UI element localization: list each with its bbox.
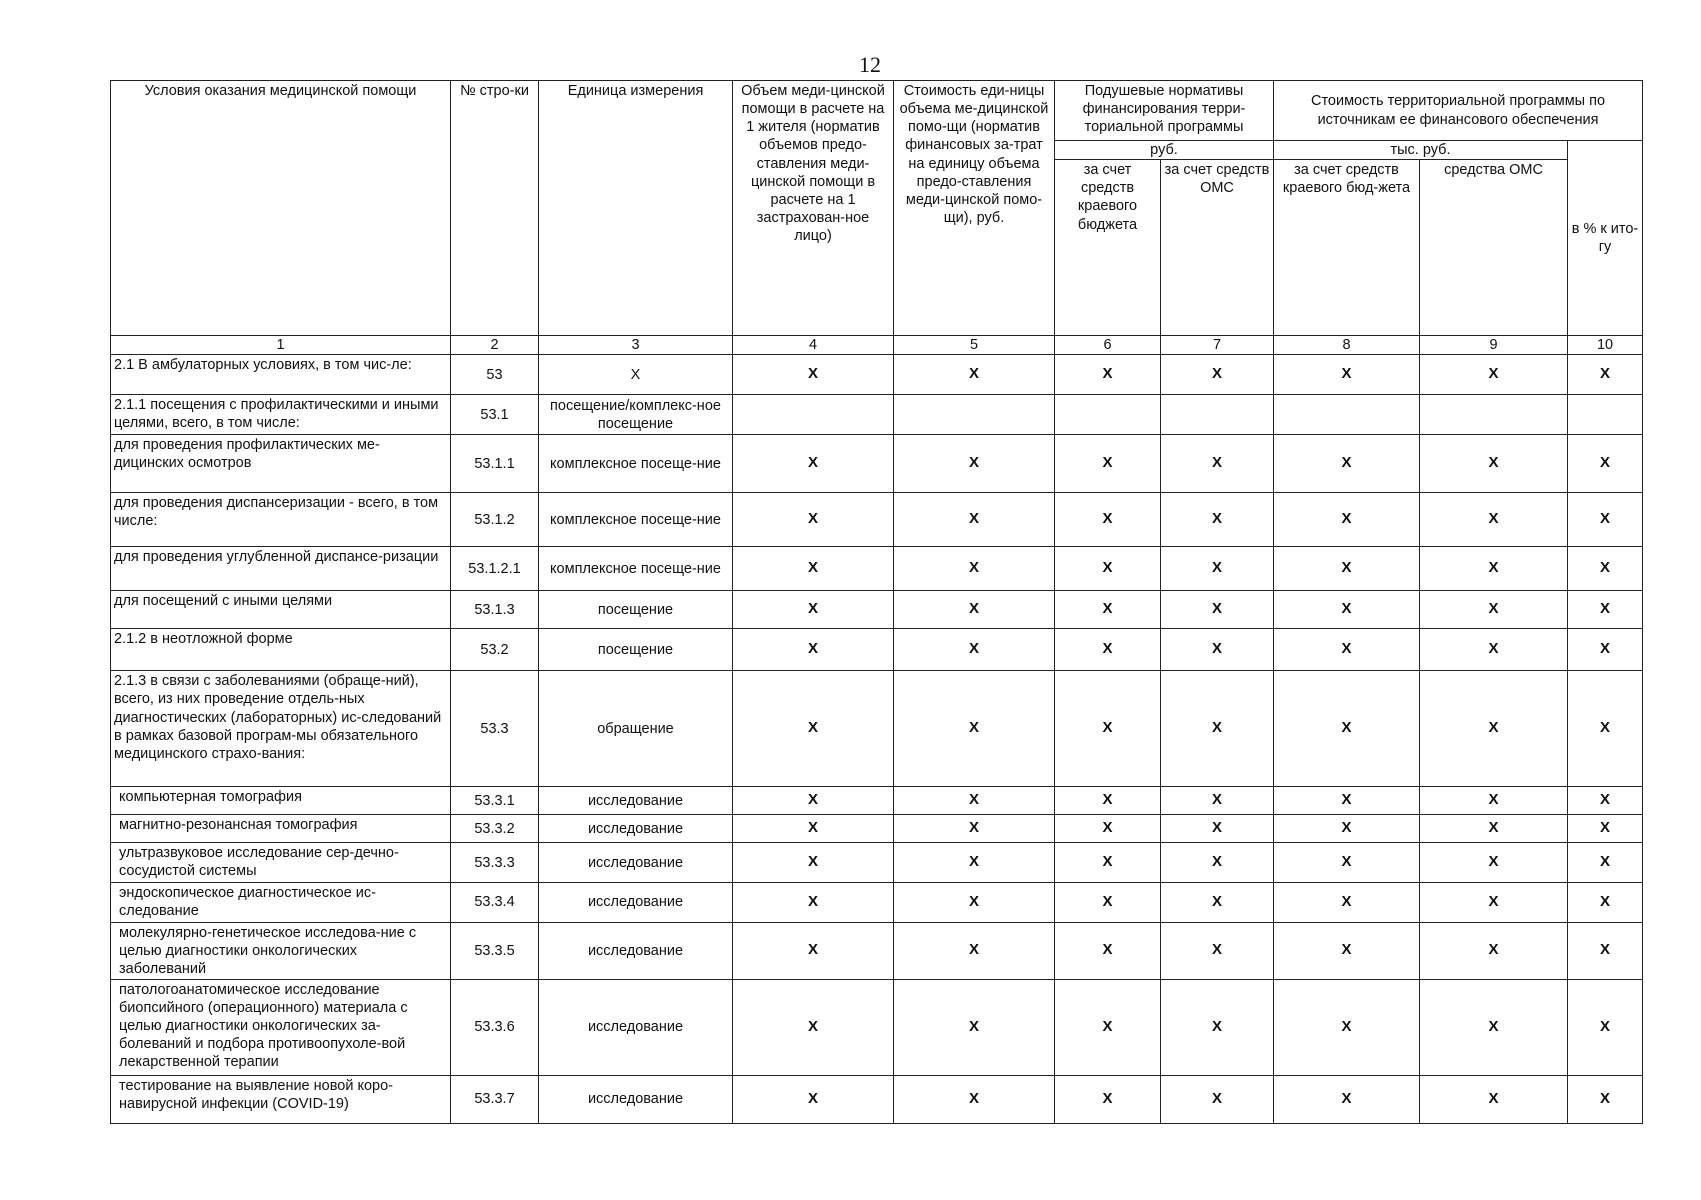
row-label: патологоанатомическое исследование биопсийного (операционного) материала с целью диагностики онкологических за-болеваний и подбора противоопухоле-вой лекарственной терапии [111,979,451,1075]
row-unit: комплексное посеще-ние [539,547,733,591]
row-value-v7: Х [1161,591,1274,629]
row-value-v6: Х [1055,547,1161,591]
row-value-v9: Х [1420,671,1568,787]
row-value-v10: Х [1568,922,1643,979]
row-value-v4 [733,395,894,435]
row-label: 2.1.2 в неотложной форме [111,629,451,671]
row-label: для посещений с иными целями [111,591,451,629]
row-number: 53.3.2 [451,815,539,843]
row-value-v6: Х [1055,629,1161,671]
row-unit: посещение [539,591,733,629]
header-cost-group: Стоимость территориальной программы по источникам ее финансового обеспечения [1274,81,1643,141]
header-cost-unit: тыс. руб. [1274,141,1568,160]
row-unit: исследование [539,843,733,883]
row-value-v7: Х [1161,843,1274,883]
row-value-v7: Х [1161,1075,1274,1123]
row-value-v4: Х [733,815,894,843]
row-number: 53.1.1 [451,435,539,493]
row-value-v8: Х [1274,435,1420,493]
row-value-v7: Х [1161,787,1274,815]
row-number: 53.3.1 [451,787,539,815]
header-volume: Объем меди-цинской помощи в расчете на 1 жителя (норматив объемов предо-ставления меди-цинской помощи в расчете на 1 застрахован-ное лицо) [733,81,894,336]
row-value-v9: Х [1420,629,1568,671]
row-value-v8: Х [1274,355,1420,395]
column-number: 10 [1568,336,1643,355]
row-value-v7: Х [1161,922,1274,979]
row-value-v8: Х [1274,843,1420,883]
row-label: магнитно-резонансная томография [111,815,451,843]
row-value-v10: Х [1568,1075,1643,1123]
row-number: 53.1.3 [451,591,539,629]
row-value-v8: Х [1274,547,1420,591]
row-value-v9: Х [1420,815,1568,843]
row-value-v9: Х [1420,787,1568,815]
row-value-v10: Х [1568,493,1643,547]
header-per-capita-group: Подушевые нормативы финансирования терри-ториальной программы [1055,81,1274,141]
row-value-v5: Х [894,787,1055,815]
row-value-v5: Х [894,591,1055,629]
row-value-v5: Х [894,355,1055,395]
row-unit: комплексное посеще-ние [539,435,733,493]
column-number: 7 [1161,336,1274,355]
row-value-v4: Х [733,591,894,629]
row-value-v8: Х [1274,787,1420,815]
table-row [111,1075,1643,1123]
header-conditions: Условия оказания медицинской помощи [111,81,451,336]
row-value-v8: Х [1274,979,1420,1075]
row-unit: исследование [539,787,733,815]
row-value-v6: Х [1055,1075,1161,1123]
header-per-capita-unit: руб. [1055,141,1274,160]
row-value-v8: Х [1274,1075,1420,1123]
table-row [111,591,1643,629]
row-unit: исследование [539,815,733,843]
row-value-v10: Х [1568,629,1643,671]
table-row [111,355,1643,395]
row-value-v5: Х [894,1075,1055,1123]
column-number-row [111,336,1643,355]
row-value-v7 [1161,395,1274,435]
row-unit: исследование [539,883,733,922]
row-value-v4: Х [733,547,894,591]
row-value-v4: Х [733,883,894,922]
table-row [111,815,1643,843]
row-number: 53.3.5 [451,922,539,979]
row-value-v4: Х [733,493,894,547]
table-row [111,883,1643,922]
column-number: 4 [733,336,894,355]
row-value-v6: Х [1055,671,1161,787]
row-value-v6: Х [1055,787,1161,815]
row-value-v4: Х [733,355,894,395]
header-row-number: № стро-ки [451,81,539,336]
row-value-v7: Х [1161,493,1274,547]
row-number: 53.3.7 [451,1075,539,1123]
row-value-v6: Х [1055,591,1161,629]
row-value-v5: Х [894,629,1055,671]
header-cost-oms: средства ОМС [1420,160,1568,336]
row-label: для проведения углубленной диспансе-ризации [111,547,451,591]
row-value-v7: Х [1161,629,1274,671]
row-value-v4: Х [733,922,894,979]
row-number: 53.3.6 [451,979,539,1075]
row-value-v4: Х [733,629,894,671]
row-value-v5: Х [894,435,1055,493]
table-row [111,435,1643,493]
row-value-v8: Х [1274,883,1420,922]
row-value-v10: Х [1568,435,1643,493]
row-label: молекулярно-генетическое исследова-ние с целью диагностики онкологических заболеваний [111,922,451,979]
header-regional-budget: за счет средств краевого бюджета [1055,160,1161,336]
row-value-v10: Х [1568,979,1643,1075]
row-value-v8 [1274,395,1420,435]
row-value-v9: Х [1420,355,1568,395]
row-number: 53.1 [451,395,539,435]
row-unit: исследование [539,1075,733,1123]
row-value-v6 [1055,395,1161,435]
row-value-v6: Х [1055,815,1161,843]
row-value-v5: Х [894,883,1055,922]
row-value-v10 [1568,395,1643,435]
row-value-v10: Х [1568,843,1643,883]
row-unit: Х [539,355,733,395]
row-value-v9: Х [1420,435,1568,493]
row-value-v9: Х [1420,493,1568,547]
page-number: 12 [859,52,881,77]
row-unit: обращение [539,671,733,787]
row-value-v5: Х [894,493,1055,547]
row-label: ультразвуковое исследование сер-дечно-сосудистой системы [111,843,451,883]
row-value-v10: Х [1568,591,1643,629]
row-label: 2.1.3 в связи с заболеваниями (обраще-ний), всего, из них проведение отдель-ных диагностических (лабораторных) ис-следований в рамках базовой програм-мы обязательного медицинского страхо-вания: [111,671,451,787]
row-value-v10: Х [1568,815,1643,843]
row-value-v10: Х [1568,355,1643,395]
row-value-v4: Х [733,787,894,815]
row-value-v9 [1420,395,1568,435]
row-value-v5: Х [894,815,1055,843]
column-number: 3 [539,336,733,355]
row-label: для проведения профилактических ме-дицинских осмотров [111,435,451,493]
row-value-v5: Х [894,979,1055,1075]
table-row [111,671,1643,787]
row-number: 53.1.2.1 [451,547,539,591]
row-value-v6: Х [1055,883,1161,922]
row-value-v7: Х [1161,883,1274,922]
header-unit-cost: Стоимость еди-ницы объема ме-дицинской помо-щи (норматив финансовых за-трат на единицу объема предо-ставления меди-цинской помо-щи), руб. [894,81,1055,336]
row-label: для проведения диспансеризации - всего, в том числе: [111,493,451,547]
row-value-v4: Х [733,435,894,493]
row-value-v10: Х [1568,883,1643,922]
row-value-v9: Х [1420,843,1568,883]
row-value-v5: Х [894,547,1055,591]
row-value-v7: Х [1161,815,1274,843]
row-value-v6: Х [1055,979,1161,1075]
row-value-v8: Х [1274,815,1420,843]
table-row [111,843,1643,883]
row-value-v6: Х [1055,435,1161,493]
header-cost-regional-budget: за счет средств краевого бюд-жета [1274,160,1420,336]
row-label: тестирование на выявление новой коро-навирусной инфекции (COVID-19) [111,1075,451,1123]
row-value-v8: Х [1274,922,1420,979]
row-value-v10: Х [1568,787,1643,815]
row-value-v9: Х [1420,591,1568,629]
column-number: 8 [1274,336,1420,355]
row-unit: комплексное посеще-ние [539,493,733,547]
column-number: 1 [111,336,451,355]
header-unit: Единица измерения [539,81,733,336]
row-value-v8: Х [1274,591,1420,629]
table-row [111,493,1643,547]
column-number: 2 [451,336,539,355]
row-number: 53.1.2 [451,493,539,547]
row-value-v5: Х [894,671,1055,787]
row-value-v5: Х [894,843,1055,883]
row-value-v5: Х [894,922,1055,979]
header-percent: в % к ито-гу [1568,141,1643,336]
table-row [111,547,1643,591]
table-row [111,979,1643,1075]
row-value-v9: Х [1420,547,1568,591]
row-value-v4: Х [733,979,894,1075]
row-label: 2.1 В амбулаторных условиях, в том чис-ле: [111,355,451,395]
row-value-v9: Х [1420,979,1568,1075]
row-value-v7: Х [1161,355,1274,395]
row-label: эндоскопическое диагностическое ис-следование [111,883,451,922]
table-row [111,922,1643,979]
financing-table [110,80,1643,1124]
row-value-v10: Х [1568,671,1643,787]
row-value-v4: Х [733,671,894,787]
row-label: компьютерная томография [111,787,451,815]
row-value-v7: Х [1161,547,1274,591]
table-row [111,629,1643,671]
column-number: 9 [1420,336,1568,355]
row-value-v7: Х [1161,671,1274,787]
table-row [111,787,1643,815]
row-number: 53.3.3 [451,843,539,883]
table-row [111,395,1643,435]
row-value-v7: Х [1161,979,1274,1075]
row-value-v6: Х [1055,843,1161,883]
column-number: 5 [894,336,1055,355]
row-unit: исследование [539,979,733,1075]
row-label: 2.1.1 посещения с профилактическими и иными целями, всего, в том числе: [111,395,451,435]
row-value-v9: Х [1420,883,1568,922]
row-value-v5 [894,395,1055,435]
row-value-v9: Х [1420,1075,1568,1123]
row-value-v8: Х [1274,671,1420,787]
header-oms-funds: за счет средств ОМС [1161,160,1274,336]
row-unit: посещение/комплекс-ное посещение [539,395,733,435]
row-value-v4: Х [733,1075,894,1123]
row-unit: исследование [539,922,733,979]
row-number: 53.2 [451,629,539,671]
row-number: 53.3 [451,671,539,787]
row-number: 53 [451,355,539,395]
row-value-v7: Х [1161,435,1274,493]
row-value-v6: Х [1055,493,1161,547]
row-value-v6: Х [1055,922,1161,979]
row-value-v6: Х [1055,355,1161,395]
row-value-v9: Х [1420,922,1568,979]
column-number: 6 [1055,336,1161,355]
row-value-v4: Х [733,843,894,883]
row-number: 53.3.4 [451,883,539,922]
row-unit: посещение [539,629,733,671]
row-value-v8: Х [1274,493,1420,547]
row-value-v8: Х [1274,629,1420,671]
row-value-v10: Х [1568,547,1643,591]
